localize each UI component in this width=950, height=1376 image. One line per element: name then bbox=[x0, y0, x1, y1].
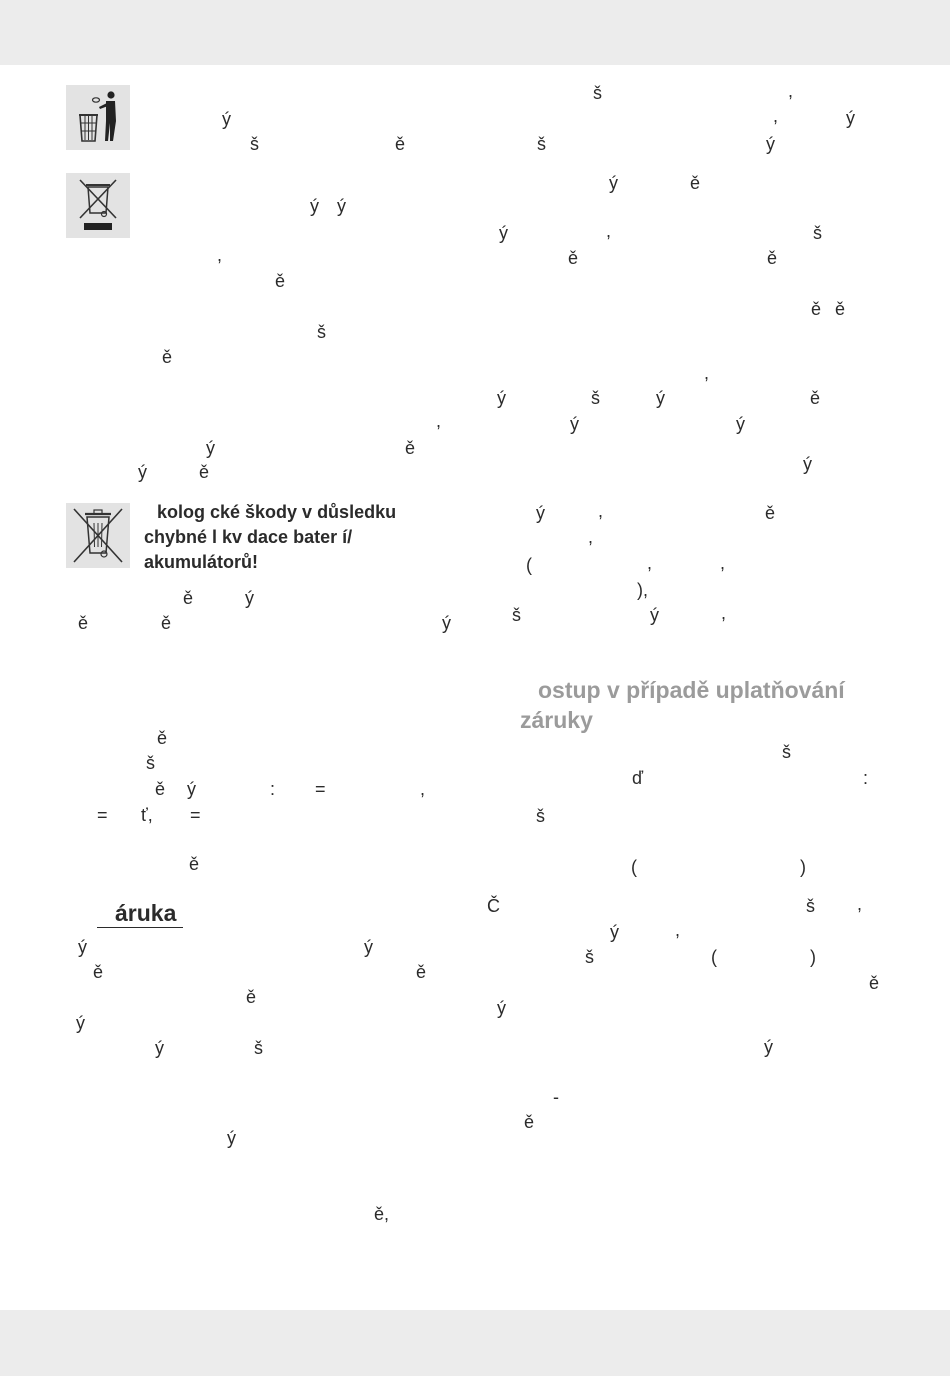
text-fragment: ý bbox=[364, 937, 373, 957]
text-fragment: ě bbox=[93, 962, 104, 982]
text-fragment: : bbox=[863, 768, 869, 788]
text-fragment: ( bbox=[526, 555, 532, 575]
text-fragment: ) bbox=[800, 857, 806, 877]
text-fragment: ý bbox=[736, 414, 745, 434]
text-fragment: ě bbox=[869, 973, 880, 993]
text-fragment: š bbox=[806, 896, 815, 916]
text-fragment: , bbox=[720, 553, 726, 573]
text-fragment: , bbox=[857, 894, 863, 914]
text-fragment: ý bbox=[76, 1013, 85, 1033]
text-fragment: , bbox=[704, 363, 710, 383]
text-fragment: , bbox=[788, 81, 794, 101]
text-fragment: , bbox=[773, 106, 779, 126]
text-fragment: ý bbox=[227, 1128, 236, 1148]
text-fragment: ě bbox=[524, 1112, 535, 1132]
text-fragment: ý bbox=[499, 223, 508, 243]
text-fragment: ě bbox=[835, 299, 846, 319]
text-fragment: ě bbox=[246, 987, 257, 1007]
text-fragment: ( bbox=[711, 947, 717, 967]
text-fragment: ě bbox=[405, 438, 416, 458]
text-fragment: š bbox=[254, 1038, 263, 1058]
text-fragment: = bbox=[190, 805, 201, 825]
text-fragment: ý bbox=[803, 454, 812, 474]
text-fragment: ý bbox=[764, 1037, 773, 1057]
text-fragment: š bbox=[250, 134, 259, 154]
text-fragment: , bbox=[436, 411, 442, 431]
bottom-band bbox=[0, 1310, 950, 1376]
text-fragment: š bbox=[813, 223, 822, 243]
text-fragment: ě bbox=[199, 462, 210, 482]
text-fragment: ě bbox=[162, 347, 173, 367]
text-fragment: ě bbox=[810, 388, 821, 408]
text-fragment: ě bbox=[161, 613, 172, 633]
text-fragment: : bbox=[270, 779, 276, 799]
text-fragment: ý bbox=[78, 937, 87, 957]
crossed-bin-bar-icon bbox=[66, 173, 130, 238]
text-fragment: ) bbox=[810, 947, 816, 967]
text-fragment: ě bbox=[811, 299, 822, 319]
text-fragment: Č bbox=[487, 896, 500, 916]
text-fragment: ý bbox=[570, 414, 579, 434]
text-fragment: ě bbox=[690, 173, 701, 193]
text-fragment: ě bbox=[568, 248, 579, 268]
text-fragment: ý bbox=[206, 438, 215, 458]
text-fragment: , bbox=[647, 553, 653, 573]
battery-heading-line: kolog cké škody v důsledku bbox=[157, 502, 397, 522]
text-fragment: š bbox=[317, 322, 326, 342]
crossed-bin-icon bbox=[66, 503, 130, 568]
trash-disposal-icon bbox=[66, 85, 130, 150]
text-fragment: ý bbox=[536, 503, 545, 523]
battery-heading-line: chybné l kv dace bater í/ bbox=[144, 527, 353, 547]
text-fragment: ě bbox=[189, 854, 200, 874]
text-fragment: , bbox=[588, 527, 594, 547]
battery-heading-line: akumulátorů! bbox=[144, 552, 259, 572]
text-fragment: ě bbox=[275, 271, 286, 291]
text-fragment: , bbox=[675, 920, 681, 940]
text-fragment: = bbox=[97, 805, 108, 825]
text-fragment: ě bbox=[78, 613, 89, 633]
text-fragment: ť, bbox=[141, 805, 153, 825]
text-fragment: ), bbox=[637, 580, 648, 600]
text-fragment: ě bbox=[155, 779, 166, 799]
text-fragment: š bbox=[593, 83, 602, 103]
text-fragment: , bbox=[598, 501, 604, 521]
text-fragment: ý bbox=[610, 922, 619, 942]
text-fragment: , bbox=[420, 779, 426, 799]
text-fragment: , bbox=[606, 221, 612, 241]
text-fragment: ě bbox=[183, 588, 194, 608]
text-fragment: š bbox=[782, 742, 791, 762]
text-fragment: = bbox=[315, 779, 326, 799]
text-fragment: ý bbox=[656, 388, 665, 408]
text-fragment: ý bbox=[187, 779, 196, 799]
text-fragment: š bbox=[512, 605, 521, 625]
text-fragment: - bbox=[553, 1087, 559, 1107]
text-fragment: , bbox=[217, 245, 223, 265]
top-band bbox=[0, 0, 950, 65]
text-fragment: š bbox=[591, 388, 600, 408]
text-fragment: ě bbox=[416, 962, 427, 982]
warranty-heading: áruka bbox=[115, 900, 177, 926]
text-fragment: ě bbox=[395, 134, 406, 154]
text-fragment: š bbox=[537, 134, 546, 154]
text-fragment: ý bbox=[609, 173, 618, 193]
text-fragment: ý bbox=[310, 196, 319, 216]
text-fragment: š bbox=[536, 806, 545, 826]
text-fragment: ý bbox=[766, 134, 775, 154]
claim-heading-line: záruky bbox=[520, 707, 593, 733]
text-fragment: ý bbox=[497, 998, 506, 1018]
text-fragment: š bbox=[585, 947, 594, 967]
text-fragment: ě, bbox=[374, 1204, 390, 1224]
text-fragment: ě bbox=[767, 248, 778, 268]
text-fragment: ý bbox=[155, 1038, 164, 1058]
text-fragment: ( bbox=[631, 857, 637, 877]
text-fragment: š bbox=[146, 753, 155, 773]
text-fragment: ě bbox=[765, 503, 776, 523]
heading-underline bbox=[97, 927, 183, 928]
text-fragment: ý bbox=[650, 605, 659, 625]
text-fragment: ě bbox=[157, 728, 168, 748]
text-fragment: ý bbox=[245, 588, 254, 608]
text-fragment: , bbox=[721, 603, 727, 623]
text-fragment: ý bbox=[442, 613, 451, 633]
text-fragment: ý bbox=[846, 108, 855, 128]
text-fragment: ý bbox=[222, 109, 231, 129]
text-fragment: ý bbox=[497, 388, 506, 408]
text-fragment: ď bbox=[632, 768, 644, 788]
text-fragment: ý bbox=[337, 196, 346, 216]
text-fragment: ý bbox=[138, 462, 147, 482]
claim-heading-line: ostup v případě uplatňování bbox=[538, 677, 845, 703]
